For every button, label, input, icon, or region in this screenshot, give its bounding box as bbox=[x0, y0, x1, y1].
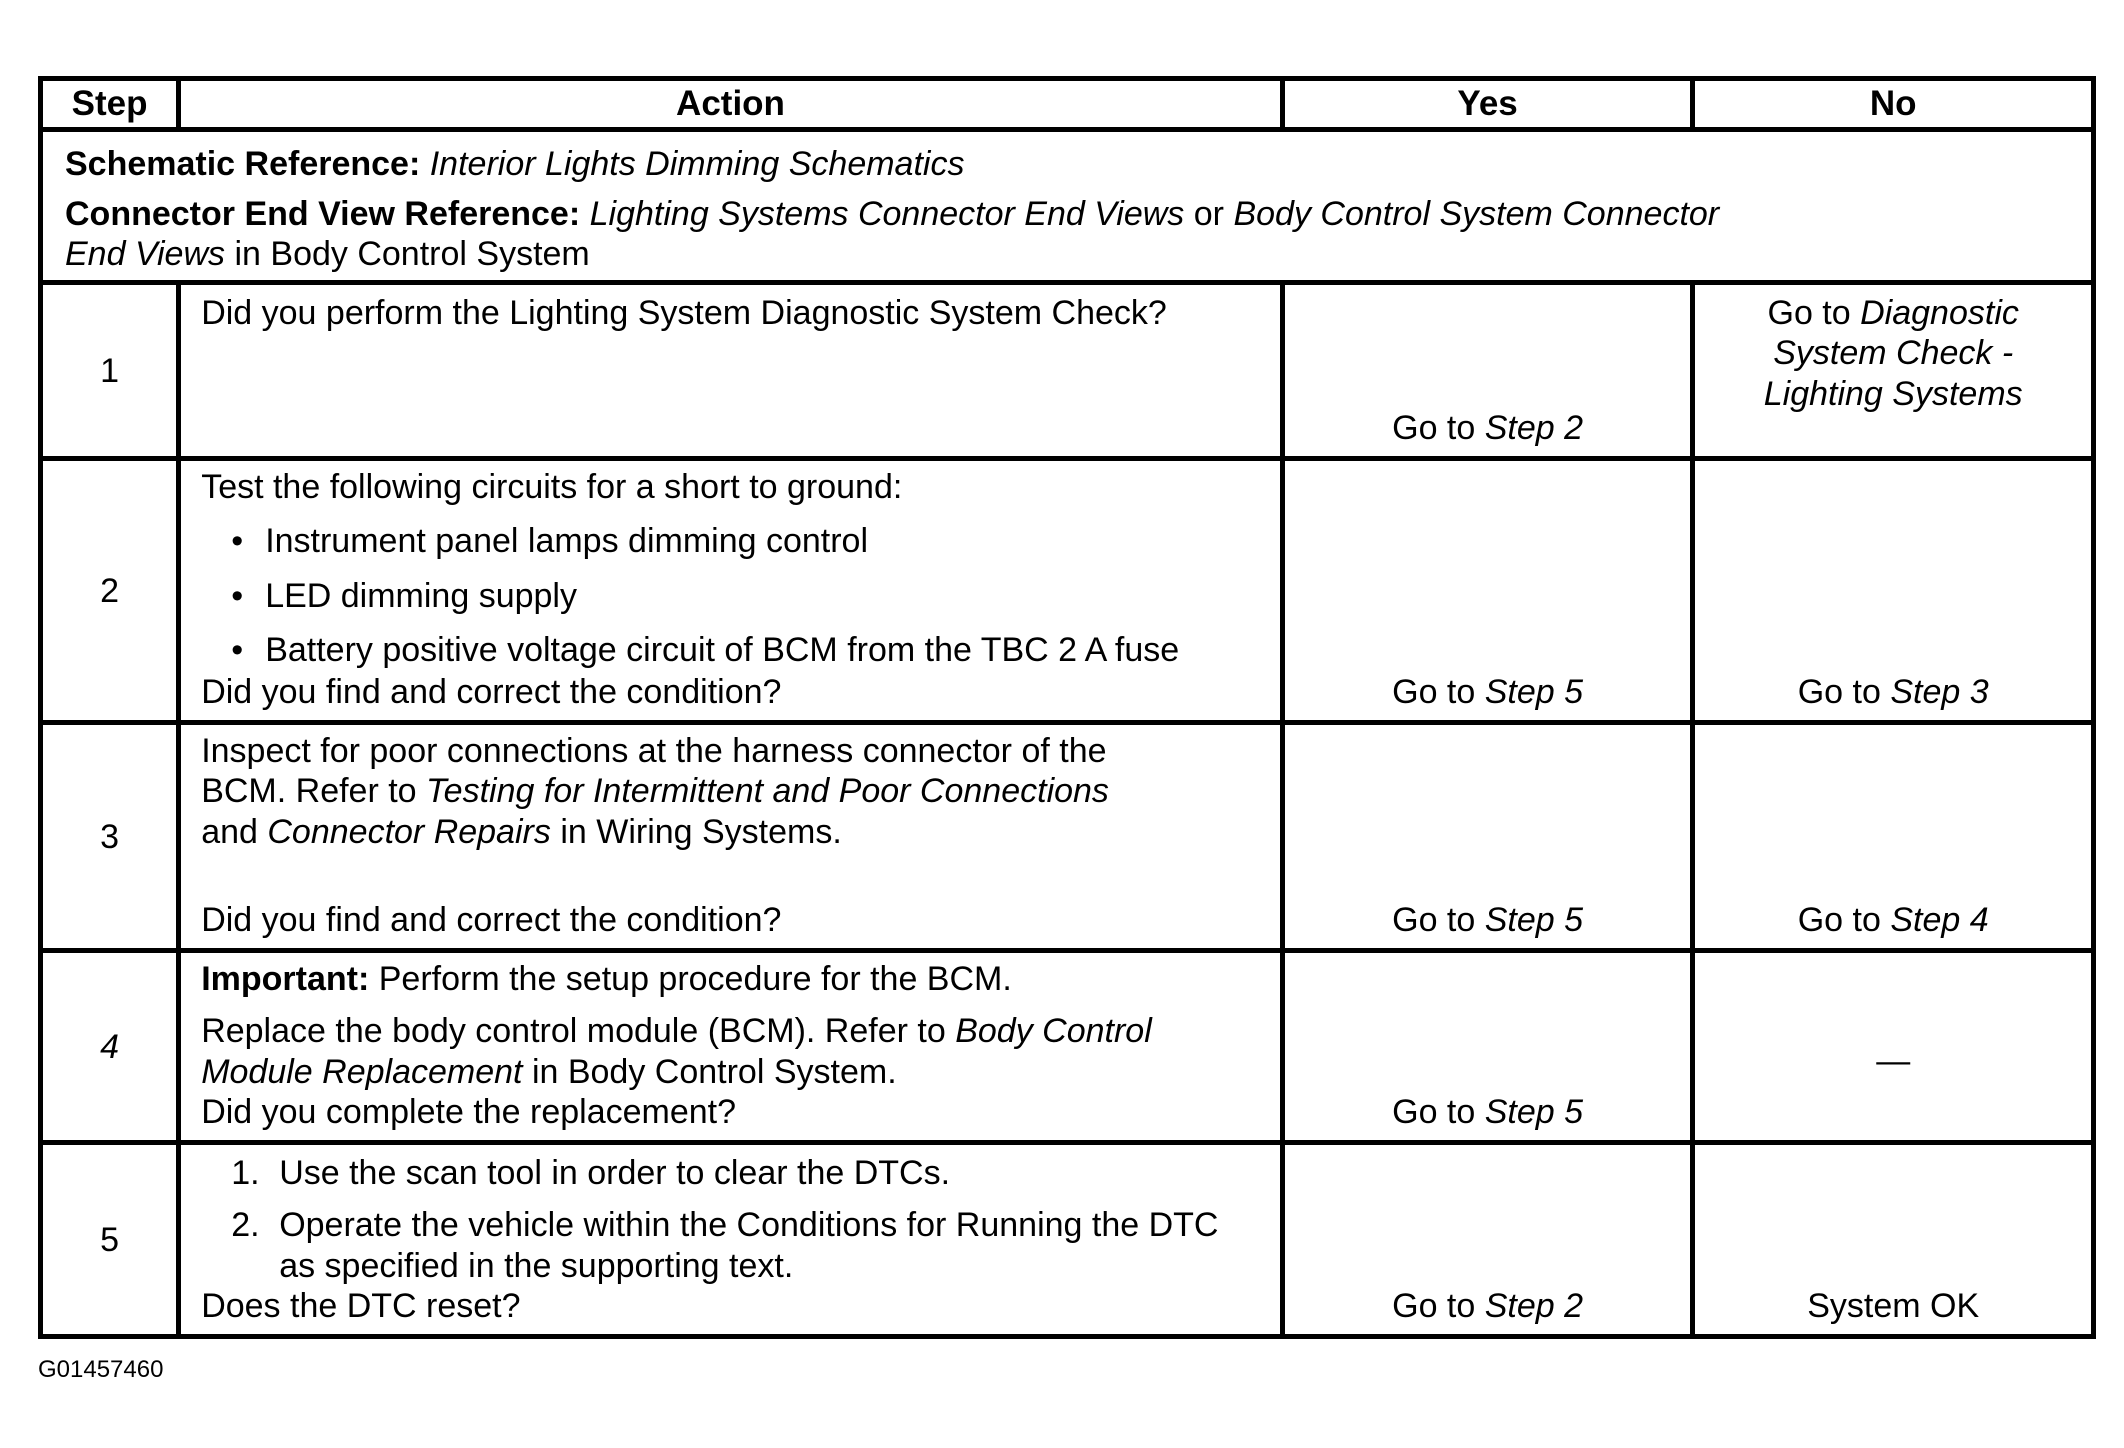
and-text: and bbox=[201, 812, 258, 851]
no-target: Diagnostic bbox=[1860, 294, 2019, 333]
header-step: Step bbox=[41, 79, 179, 130]
step-question: Did you perform the Lighting System Diagnostic System Check? bbox=[201, 294, 1167, 333]
bullet-item: • Battery positive voltage circuit of BCM from the TBC 2 A fuse bbox=[231, 630, 1180, 669]
reference-link: Body Control bbox=[955, 1012, 1152, 1051]
step-action bbox=[179, 951, 1283, 1143]
reference-suffix: in Wiring Systems. bbox=[560, 812, 842, 851]
step-number: 5 bbox=[41, 1143, 179, 1337]
step-no bbox=[1693, 459, 2094, 723]
step-intro: Test the following circuits for a short to ground: bbox=[201, 468, 903, 507]
header-action: Action bbox=[179, 79, 1283, 130]
yes-result bbox=[1285, 900, 1691, 940]
connector-or: or bbox=[1193, 195, 1224, 234]
step-yes bbox=[1282, 1143, 1693, 1337]
bullet-text: Battery positive voltage circuit of BCM from the TBC 2 A fuse bbox=[265, 630, 1180, 669]
step-row-5 bbox=[41, 1143, 2094, 1337]
header-row bbox=[41, 79, 2094, 130]
step-number: 1 bbox=[41, 283, 179, 459]
step-action bbox=[179, 1143, 1283, 1337]
reference-link: Testing for Intermittent and Poor Connections bbox=[426, 772, 1109, 811]
item-text: Use the scan tool in order to clear the DTCs. bbox=[279, 1154, 951, 1193]
item-number: 1. bbox=[231, 1154, 260, 1193]
yes-target: Step 5 bbox=[1484, 1093, 1584, 1132]
replace-instruction bbox=[201, 1011, 1260, 1091]
connector-link-2: Body Control System Connector bbox=[1233, 195, 1720, 234]
refer-prefix: BCM. Refer to bbox=[201, 772, 417, 811]
important-note bbox=[201, 959, 1260, 999]
no-prefix: Go to bbox=[1797, 901, 1881, 940]
figure-id: G01457460 bbox=[38, 1356, 164, 1383]
step-text-line-2 bbox=[201, 771, 1260, 811]
schematic-link: Interior Lights Dimming Schematics bbox=[429, 145, 965, 183]
header-yes: Yes bbox=[1282, 79, 1693, 130]
bullet-item: • Instrument panel lamps dimming control bbox=[231, 522, 869, 561]
step-no bbox=[1693, 723, 2094, 951]
step-number: 3 bbox=[41, 723, 179, 951]
no-target-line-3: Lighting Systems bbox=[1763, 374, 2023, 413]
step-question: Did you complete the replacement? bbox=[201, 1093, 737, 1132]
no-prefix: Go to bbox=[1797, 673, 1881, 712]
step-no bbox=[1693, 951, 2094, 1143]
step-row-4 bbox=[41, 951, 2094, 1143]
no-target: Step 3 bbox=[1890, 673, 1989, 712]
reference-link-line-2: Module Replacement bbox=[201, 1052, 523, 1091]
yes-prefix: Go to bbox=[1392, 1093, 1476, 1132]
step-action bbox=[179, 723, 1283, 951]
bullet-item: • LED dimming supply bbox=[231, 576, 577, 615]
step-no bbox=[1693, 283, 2094, 459]
step-text-line-3 bbox=[201, 812, 1260, 852]
connector-label: Connector End View Reference: bbox=[65, 195, 581, 234]
reference-cell bbox=[41, 130, 2094, 283]
reference-row bbox=[41, 130, 2094, 283]
connector-link-1: Lighting Systems Connector End Views bbox=[589, 195, 1185, 234]
numbered-item bbox=[231, 1205, 1260, 1285]
step-number: 4 bbox=[41, 951, 179, 1143]
step-yes bbox=[1282, 283, 1693, 459]
schematic-label: Schematic Reference: bbox=[65, 145, 421, 183]
yes-result bbox=[1285, 1092, 1691, 1132]
bullet-text: Instrument panel lamps dimming control bbox=[265, 522, 869, 561]
reference-suffix: in Body Control System. bbox=[531, 1052, 897, 1091]
step-no bbox=[1693, 1143, 2094, 1337]
yes-result bbox=[1285, 672, 1691, 712]
important-label: Important: bbox=[201, 960, 370, 999]
step-yes bbox=[1282, 723, 1693, 951]
no-result: — bbox=[1876, 1042, 1911, 1081]
yes-target: Step 5 bbox=[1484, 673, 1584, 712]
step-question: Does the DTC reset? bbox=[201, 1287, 521, 1326]
no-prefix: Go to bbox=[1767, 294, 1851, 333]
item-number: 2. bbox=[231, 1206, 260, 1245]
yes-target: Step 5 bbox=[1484, 901, 1584, 940]
connector-reference bbox=[65, 194, 2069, 274]
schematic-reference bbox=[65, 144, 2069, 184]
no-result bbox=[1695, 900, 2091, 940]
yes-result bbox=[1285, 1286, 1691, 1326]
yes-target: Step 2 bbox=[1484, 409, 1584, 448]
no-result bbox=[1695, 285, 2091, 413]
yes-prefix: Go to bbox=[1392, 409, 1476, 448]
no-result bbox=[1695, 672, 2091, 712]
step-row-1 bbox=[41, 283, 2094, 459]
yes-result bbox=[1285, 408, 1691, 448]
important-text: Perform the setup procedure for the BCM. bbox=[378, 960, 1012, 999]
no-target-line-2: System Check - bbox=[1773, 334, 2014, 373]
no-target: Step 4 bbox=[1890, 901, 1989, 940]
step-row-3 bbox=[41, 723, 2094, 951]
connector-suffix: in Body Control System bbox=[234, 235, 590, 274]
step-question: Did you find and correct the condition? bbox=[201, 901, 782, 940]
bullet-text: LED dimming supply bbox=[265, 576, 577, 615]
header-no: No bbox=[1693, 79, 2094, 130]
step-number: 2 bbox=[41, 459, 179, 723]
step-text-line-1: Inspect for poor connections at the harness connector of the bbox=[201, 732, 1107, 771]
reference-link: Connector Repairs bbox=[267, 812, 551, 851]
numbered-item bbox=[231, 1153, 1260, 1193]
step-yes bbox=[1282, 459, 1693, 723]
yes-target: Step 2 bbox=[1484, 1287, 1584, 1326]
step-action bbox=[179, 283, 1283, 459]
replace-prefix: Replace the body control module (BCM). Refer to bbox=[201, 1012, 946, 1051]
step-yes bbox=[1282, 951, 1693, 1143]
item-text: Operate the vehicle within the Conditions for Running the DTC as specified in the supporting text. bbox=[279, 1206, 1219, 1285]
step-action bbox=[179, 459, 1283, 723]
step-row-2 bbox=[41, 459, 2094, 723]
yes-prefix: Go to bbox=[1392, 901, 1476, 940]
no-result: System OK bbox=[1807, 1287, 1980, 1326]
connector-link-3: End Views bbox=[65, 235, 226, 274]
yes-prefix: Go to bbox=[1392, 1287, 1476, 1326]
yes-prefix: Go to bbox=[1392, 673, 1476, 712]
diagnostic-table bbox=[38, 76, 2096, 1339]
step-question: Did you find and correct the condition? bbox=[201, 673, 782, 712]
